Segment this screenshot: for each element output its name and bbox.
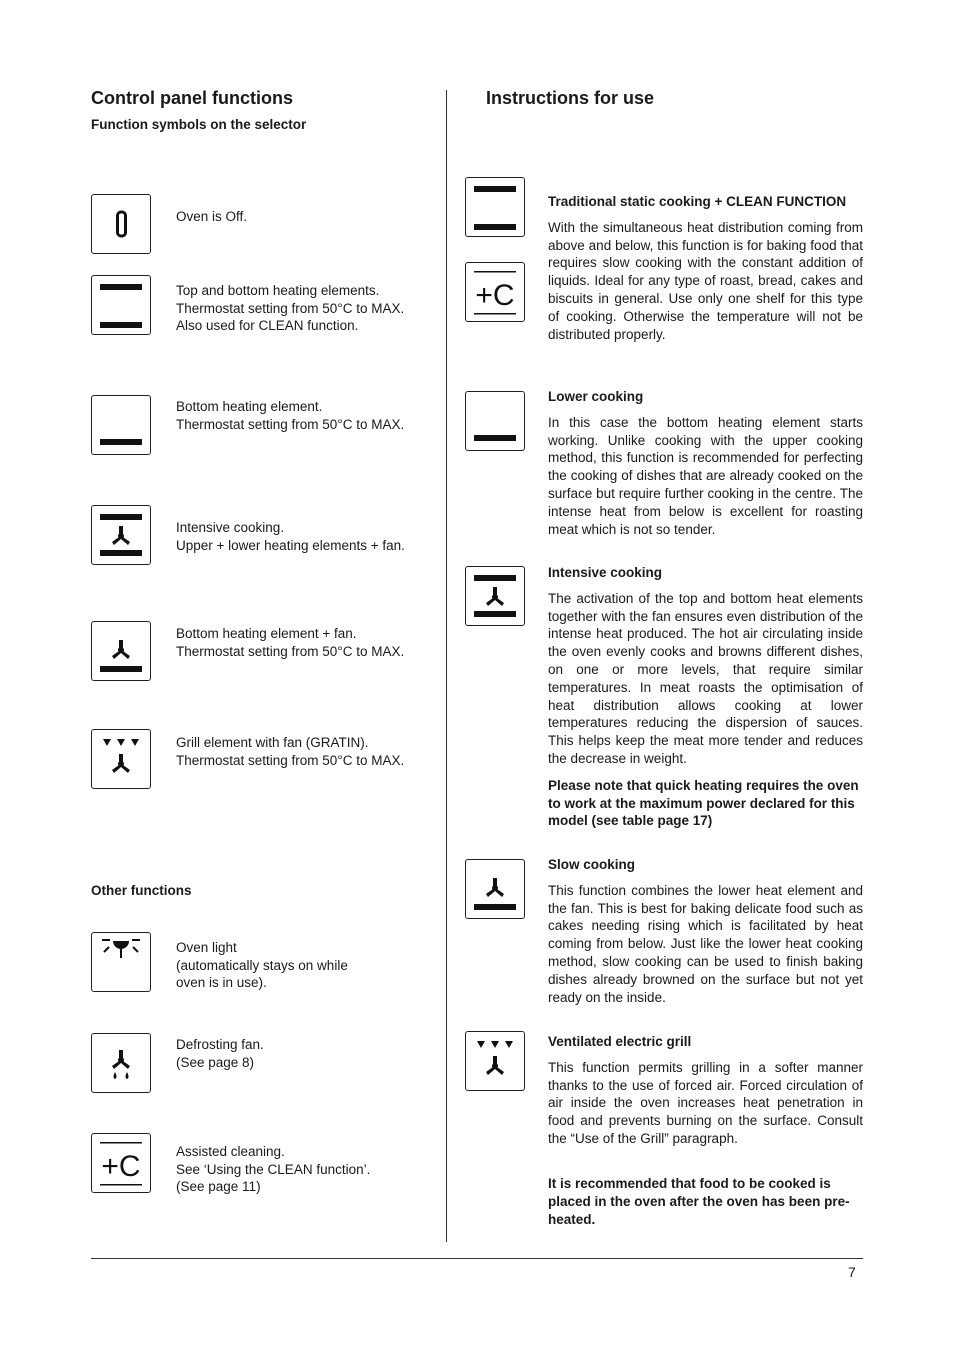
section-body: The activation of the top and bottom heat elements together with the fan ensures even distribution of the intense heat produced. The hot air circulating inside the oven evenly cooks and browns different dishes, on one or more levels, that require similar temperatures. In meat roasts the optimisation of heat distribution allows cooking at lower temperatures reducing the dispersion of sauces. This helps keep the meat more tender and reduces the decrease in weight. [548,590,863,766]
right-title: Instructions for use [486,88,655,108]
other-functions-title: Other functions [91,883,192,898]
section-slow [548,856,863,1006]
section-body: This function combines the lower heat element and the fan. This is best for baking delicate food such as cakes needing rising which is facilitated by heat coming from below. Just like the lower heat cooking method, slow cooking can be used to finish baking dishes already browned on the surface but not yet ready on the inside. [548,882,863,1005]
section-note: Please note that quick heating requires the oven to work at the maximum power declared for this model (see table page 17) [548,777,859,829]
section-intensive [548,564,863,830]
section-title: Lower cooking [548,389,644,404]
intensive-cooking-icon [465,566,525,626]
function-desc-clean: Assisted cleaning. See ‘Using the CLEAN function’. (See page 11) [176,1144,371,1194]
grill-fan-icon [91,729,151,789]
function-desc-off: Oven is Off. [176,209,248,224]
left-subtitle: Function symbols on the selector [91,117,307,132]
section-title: Ventilated electric grill [548,1034,692,1049]
oven-off-icon [91,194,151,254]
oven-light-icon [91,932,151,992]
bottom-heat-icon [91,395,151,455]
top-bottom-heat-icon [465,177,525,237]
section-body: With the simultaneous heat distribution coming from above and below, this function is for baking food that requires slow cooking with the constant addition of liquids. Ideal for any type of roast, bread, cakes and biscuits in general. Use only one shelf for this type of cooking. Otherwise the temperature will not be distributed properly. [548,219,863,342]
bottom-heat-icon [465,391,525,451]
function-desc-bottom: Bottom heating element. Thermostat setting from 50°C to MAX. [176,399,405,432]
clean-symbol-text: +C [101,1150,141,1183]
section-title: Traditional static cooking + CLEAN FUNCTION [548,194,847,209]
page-number: 7 [848,1264,856,1280]
section-title: Intensive cooking [548,565,663,580]
defrost-fan-icon [91,1033,151,1093]
grill-fan-icon [465,1031,525,1091]
function-desc-top-bottom: Top and bottom heating elements. Thermostat setting from 50°C to MAX. Also used for CLEAN function. [176,283,405,333]
function-desc-defrost: Defrosting fan. (See page 8) [176,1037,264,1070]
top-bottom-heat-icon [91,275,151,335]
preheat-note: It is recommended that food to be cooked is placed in the oven after the oven has been pre-heated. [548,1176,850,1227]
clean-function-icon [91,1133,151,1193]
bottom-heat-fan-icon [465,859,525,919]
bottom-heat-fan-icon [91,621,151,681]
function-desc-bottom-fan: Bottom heating element + fan. Thermostat setting from 50°C to MAX. [176,626,405,659]
section-lower [548,388,863,538]
function-desc-grill: Grill element with fan (GRATIN). Thermostat setting from 50°C to MAX. [176,735,405,768]
function-desc-intensive: Intensive cooking. Upper + lower heating elements + fan. [176,520,405,553]
section-body: This function permits grilling in a softer manner thanks to the use of forced air. Forced circulation of air inside the oven increases heat penetration in food and prevents burning on the surface. Consult the “Use of the Grill” paragraph. [548,1059,863,1146]
section-title: Slow cooking [548,857,636,872]
clean-function-icon [465,262,525,322]
column-divider [446,90,447,1242]
clean-symbol-text: +C [475,279,515,312]
left-title: Control panel functions [91,88,293,108]
intensive-cooking-icon [91,505,151,565]
section-traditional [548,193,863,343]
section-body: In this case the bottom heating element starts working. Unlike cooking with the upper cooking method, this function is recommended for perfecting the cooking of dishes that are already cooked on the surface but require further cooking in the centre. The intense heat from below is excellent for roasting meat which is not so tender. [548,414,863,537]
footer-rule [91,1258,863,1259]
function-desc-light: Oven light (automatically stays on while oven is in use). [176,940,348,990]
section-grill [548,1033,863,1148]
